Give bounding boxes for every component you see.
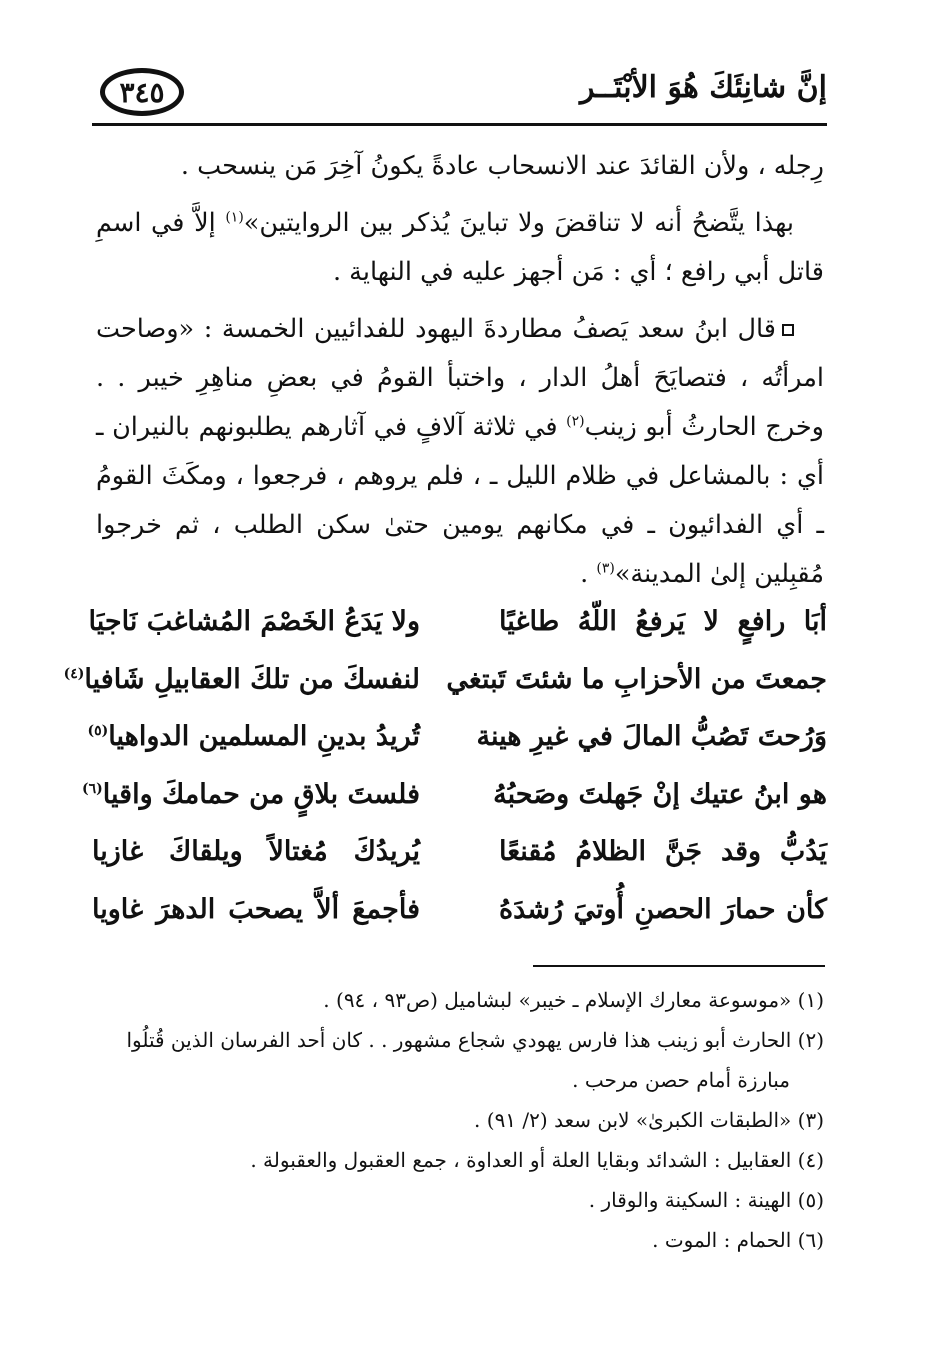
footnote-2 <box>96 1020 824 1060</box>
verse-6-first-hemistich: كأن حمارَ الحصنِ أُوتيَ رُشدَهُ <box>499 893 827 925</box>
header-rule <box>92 123 827 126</box>
footnote-1-text: «موسوعة معارك الإسلام ـ خيبر» لبشاميل (ص٩٣ ، ٩٤) . <box>323 988 792 1012</box>
verse-4-second-hemistich-text: فلستَ بلاقٍ من حمامكَ واقيا <box>102 778 420 810</box>
verse-3-first-hemistich: وَرُحتَ تَصُبُّ المالَ في غيرِ هينة <box>476 721 827 752</box>
footnote-ref-2[interactable]: (٢) <box>566 413 585 430</box>
footnote-6 <box>96 1220 824 1260</box>
footnotes <box>96 980 824 1260</box>
footnote-3-number: (٣) <box>797 1108 824 1132</box>
paragraph-2-rest: إلاَّ في اسمِ قاتل أبي رافع ؛ أي : مَن أجهز عليه في النهاية . <box>96 208 824 287</box>
body-text <box>96 142 824 599</box>
paragraph-3-text-a: قال ابنُ سعد يَصفُ مطاردةَ اليهود للفدائيين الخمسة : «وصاحت امرأتُه ، فتصايَحَ أهلُ الدار ، واختبأ القومُ في بعضِ مناهِرِ خيبر . . وخرج الحارثُ أبو زينب <box>96 314 824 442</box>
verse-2 <box>63 663 827 722</box>
verse-1-second-hemistich <box>88 606 420 637</box>
footnote-1 <box>96 980 824 1020</box>
footnote-ref-4[interactable]: (٤) <box>63 665 85 682</box>
footnote-5-text: الهينة : السكينة والوقار . <box>588 1188 792 1212</box>
verse-5 <box>92 836 827 894</box>
verse-6-second-hemistich-text: فأجمعَ ألاَّ يصحبَ الدهرَ غاويا <box>92 893 420 925</box>
footnote-ref-3[interactable]: (٣) <box>596 560 615 577</box>
verse-3-second-hemistich-text: تُريدُ بدينِ المسلمين الدواهيا <box>108 721 420 752</box>
footnote-2-text: الحارث أبو زينب هذا فارس يهودي شجاع مشهور . . كان أحد الفرسان الذين قُتلُوا <box>126 1028 792 1052</box>
verse-5-first-hemistich: يَدُبُّ وقد جَنَّ الظلامُ مُقنعًا <box>499 836 827 867</box>
paragraph-1-text: رِجله ، ولأن القائدَ عند الانسحاب عادةً يكونُ آخِرَ مَن ينسحب . <box>180 151 824 181</box>
paragraph-3-end: . <box>580 559 597 589</box>
footnote-ref-5[interactable]: (٥) <box>87 723 109 739</box>
verse-2-second-hemistich <box>63 663 420 695</box>
footnote-2-continuation: مبارزة أمام حصن مرحب . <box>572 1068 790 1092</box>
footnote-1-number: (١) <box>797 988 824 1012</box>
footnote-4-number: (٤) <box>797 1148 824 1172</box>
verse-4-second-hemistich <box>82 778 420 810</box>
footnote-ref-1[interactable]: (١) <box>225 209 244 226</box>
footnote-6-number: (٦) <box>797 1228 824 1252</box>
verse-1-first-hemistich: أبَا رافعٍ لا يَرفعُ اللّهُ طاغيًا <box>499 606 827 637</box>
page-header <box>92 62 827 128</box>
verse-3 <box>87 721 827 779</box>
footnote-4-text: العقابيل : الشدائد وبقايا العلة أو العداوة ، جمع العقبول والعقبولة . <box>250 1148 792 1172</box>
footnote-5-number: (٥) <box>797 1188 824 1212</box>
verse-4-first-hemistich: هو ابنُ عتيك إنْ جَهلتَ وصَحبُهُ <box>493 778 827 810</box>
verse-3-second-hemistich <box>87 721 420 752</box>
square-bullet-icon <box>782 324 794 336</box>
verse-6 <box>92 894 827 952</box>
verse-5-second-hemistich-text: يُريدُكَ مُغتالاً ويلقاكَ غازيا <box>92 836 420 867</box>
footnote-3 <box>96 1100 824 1140</box>
running-head: إنَّ شانِئَكَ هُوَ الأبْتَــر <box>580 70 827 105</box>
paragraph-1 <box>96 142 824 191</box>
verse-1 <box>88 606 827 664</box>
paragraph-3-text-b: في ثلاثة آلافٍ في آثارهم يطلبونهم بالنيران ـ أي : بالمشاعل في ظلام الليل ـ ، فلم يروهم ، فرجعوا ، ومكَثَ القومُ ـ أي الفدائيون ـ في مكانهم يومين حتىٰ سكن الطلب ، ثم خرجوا مُقبِلين إلىٰ المدينة» <box>96 412 824 589</box>
verse-2-first-hemistich: جمعتَ من الأحزابِ ما شئتَ تَبتغي <box>446 663 827 695</box>
verse-6-second-hemistich <box>92 894 420 925</box>
footnote-5 <box>96 1180 824 1220</box>
verse-5-second-hemistich <box>92 836 420 867</box>
paragraph-2-text: بهذا يتَّضحُ أنه لا تناقضَ ولا تباينَ يُذكر بين الروايتين» <box>243 208 795 238</box>
footnote-2-number: (٢) <box>797 1028 824 1052</box>
footnote-ref-6[interactable]: (٦) <box>82 780 103 797</box>
verse-1-second-hemistich-text: ولا يَدَعُ الخَصْمَ المُشاغبَ نَاجيَا <box>88 606 420 637</box>
verse-2-second-hemistich-text: لنفسكَ من تلكَ العقابيلِ شَافيا <box>84 663 420 695</box>
footnote-4 <box>96 1140 824 1180</box>
footnote-3-text: «الطبقات الكبرىٰ» لابن سعد (٢/ ٩١) . <box>474 1108 792 1132</box>
poem <box>63 606 827 951</box>
verse-4 <box>82 778 827 837</box>
footnote-6-text: الحمام : الموت . <box>652 1228 792 1252</box>
page-number: ٣٤٥ <box>100 68 184 116</box>
paragraph-2 <box>96 199 824 297</box>
paragraph-3 <box>96 305 824 599</box>
footnote-separator <box>533 965 825 967</box>
